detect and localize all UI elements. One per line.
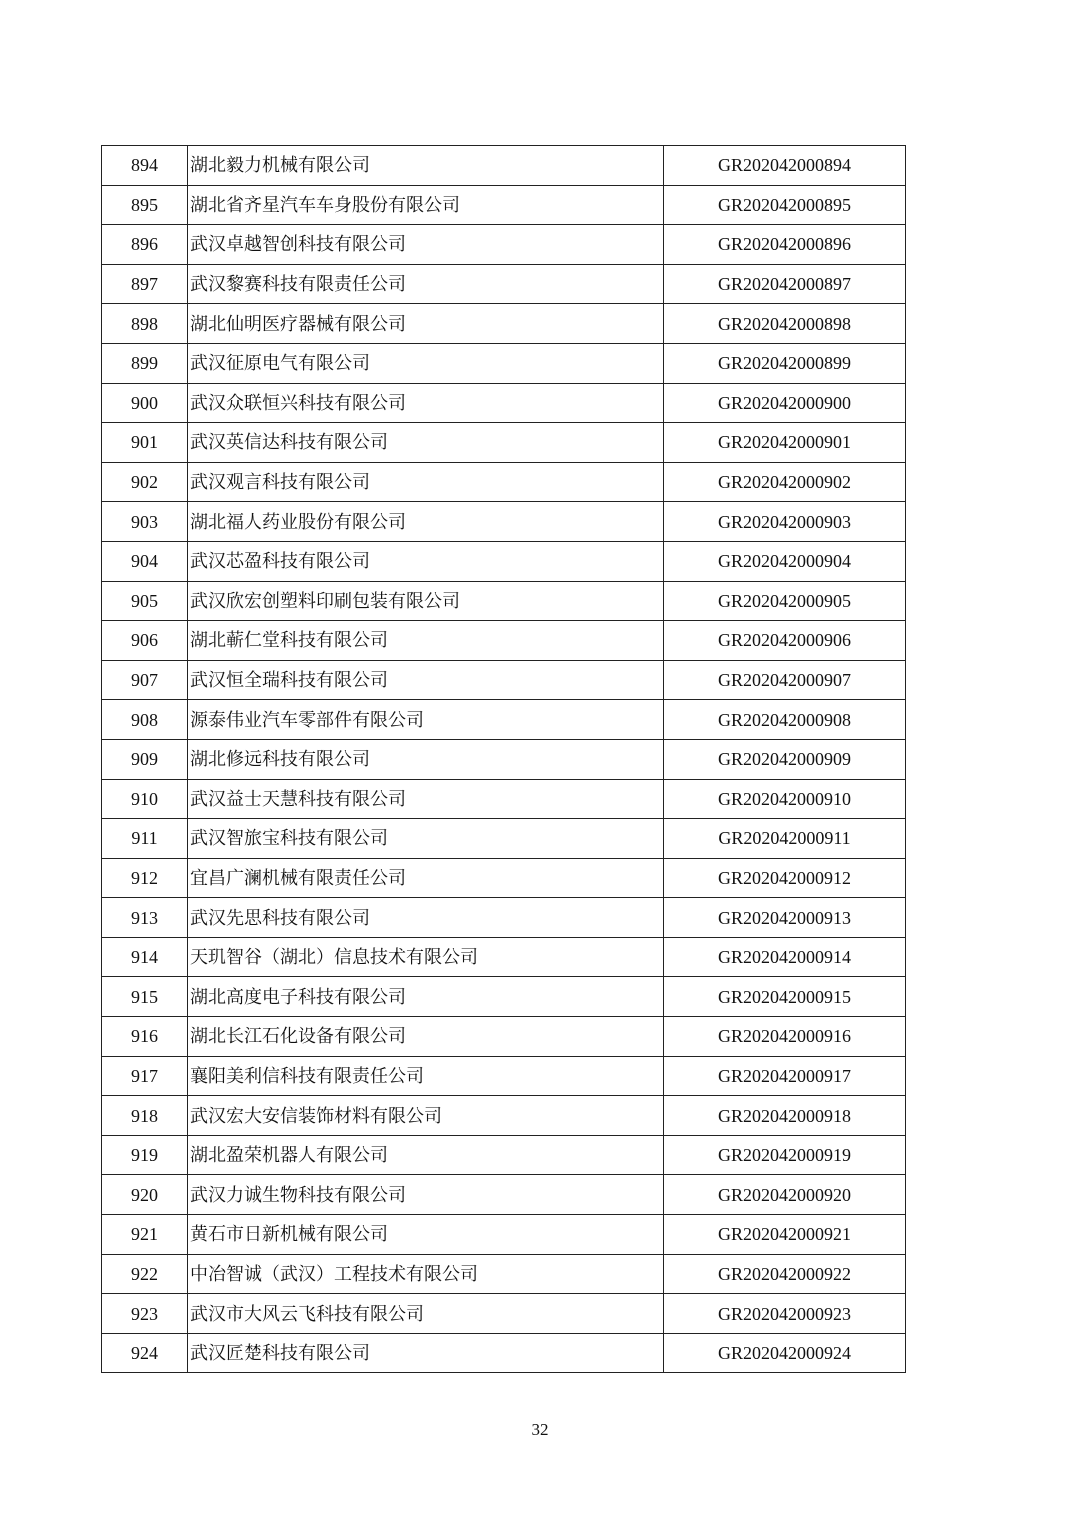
table-row	[102, 621, 906, 661]
row-number-cell: 913	[102, 898, 188, 938]
row-number-cell: 904	[102, 541, 188, 581]
row-number-cell: 894	[102, 146, 188, 186]
certificate-code-cell: GR202042000916	[664, 1017, 906, 1057]
row-number-cell: 901	[102, 423, 188, 463]
company-name-cell: 宜昌广澜机械有限责任公司	[188, 858, 664, 898]
certificate-code-cell: GR202042000908	[664, 700, 906, 740]
certificate-code-cell: GR202042000923	[664, 1294, 906, 1334]
certificate-code-cell: GR202042000907	[664, 660, 906, 700]
company-name-cell: 湖北蕲仁堂科技有限公司	[188, 621, 664, 661]
page-number: 32	[531, 1420, 549, 1439]
table-row	[102, 977, 906, 1017]
company-name-cell: 武汉观言科技有限公司	[188, 462, 664, 502]
certificate-code-cell: GR202042000918	[664, 1096, 906, 1136]
company-name-cell: 湖北毅力机械有限公司	[188, 146, 664, 186]
table-row	[102, 462, 906, 502]
company-name-cell: 武汉芯盈科技有限公司	[188, 541, 664, 581]
table-row	[102, 739, 906, 779]
certificate-code-cell: GR202042000909	[664, 739, 906, 779]
certificate-code-cell: GR202042000917	[664, 1056, 906, 1096]
company-name-cell: 武汉征原电气有限公司	[188, 343, 664, 383]
row-number-cell: 916	[102, 1017, 188, 1057]
table-row	[102, 343, 906, 383]
table-row	[102, 383, 906, 423]
certificate-code-cell: GR202042000924	[664, 1333, 906, 1373]
row-number-cell: 906	[102, 621, 188, 661]
company-name-cell: 湖北省齐星汽车车身股份有限公司	[188, 185, 664, 225]
company-name-cell: 黄石市日新机械有限公司	[188, 1215, 664, 1255]
company-name-cell: 武汉恒全瑞科技有限公司	[188, 660, 664, 700]
certificate-code-cell: GR202042000910	[664, 779, 906, 819]
certificate-code-cell: GR202042000898	[664, 304, 906, 344]
company-name-cell: 湖北高度电子科技有限公司	[188, 977, 664, 1017]
company-name-cell: 武汉众联恒兴科技有限公司	[188, 383, 664, 423]
table-row	[102, 779, 906, 819]
row-number-cell: 924	[102, 1333, 188, 1373]
table-row	[102, 1254, 906, 1294]
row-number-cell: 910	[102, 779, 188, 819]
certificate-code-cell: GR202042000900	[664, 383, 906, 423]
company-table-body	[102, 146, 906, 1373]
company-name-cell: 武汉益士天慧科技有限公司	[188, 779, 664, 819]
table-row	[102, 660, 906, 700]
row-number-cell: 920	[102, 1175, 188, 1215]
company-name-cell: 湖北修远科技有限公司	[188, 739, 664, 779]
company-name-cell: 天玑智谷（湖北）信息技术有限公司	[188, 937, 664, 977]
table-row	[102, 937, 906, 977]
table-row	[102, 1096, 906, 1136]
row-number-cell: 895	[102, 185, 188, 225]
certificate-code-cell: GR202042000911	[664, 819, 906, 859]
table-row	[102, 700, 906, 740]
company-name-cell: 武汉匠楚科技有限公司	[188, 1333, 664, 1373]
company-name-cell: 湖北仙明医疗器械有限公司	[188, 304, 664, 344]
row-number-cell: 919	[102, 1135, 188, 1175]
row-number-cell: 923	[102, 1294, 188, 1334]
row-number-cell: 922	[102, 1254, 188, 1294]
certificate-code-cell: GR202042000895	[664, 185, 906, 225]
table-row	[102, 1056, 906, 1096]
certificate-code-cell: GR202042000899	[664, 343, 906, 383]
table-row	[102, 264, 906, 304]
row-number-cell: 912	[102, 858, 188, 898]
company-name-cell: 源泰伟业汽车零部件有限公司	[188, 700, 664, 740]
company-name-cell: 湖北盈荣机器人有限公司	[188, 1135, 664, 1175]
company-name-cell: 武汉卓越智创科技有限公司	[188, 225, 664, 265]
certificate-code-cell: GR202042000919	[664, 1135, 906, 1175]
row-number-cell: 899	[102, 343, 188, 383]
table-row	[102, 858, 906, 898]
row-number-cell: 907	[102, 660, 188, 700]
table-row	[102, 1017, 906, 1057]
certificate-code-cell: GR202042000894	[664, 146, 906, 186]
table-row	[102, 185, 906, 225]
certificate-code-cell: GR202042000905	[664, 581, 906, 621]
table-row	[102, 423, 906, 463]
company-name-cell: 湖北长江石化设备有限公司	[188, 1017, 664, 1057]
row-number-cell: 902	[102, 462, 188, 502]
certificate-code-cell: GR202042000896	[664, 225, 906, 265]
row-number-cell: 921	[102, 1215, 188, 1255]
company-name-cell: 武汉黎赛科技有限责任公司	[188, 264, 664, 304]
company-name-cell: 武汉力诚生物科技有限公司	[188, 1175, 664, 1215]
table-row	[102, 146, 906, 186]
row-number-cell: 896	[102, 225, 188, 265]
table-row	[102, 1135, 906, 1175]
row-number-cell: 905	[102, 581, 188, 621]
certificate-code-cell: GR202042000920	[664, 1175, 906, 1215]
row-number-cell: 915	[102, 977, 188, 1017]
table-row	[102, 502, 906, 542]
row-number-cell: 918	[102, 1096, 188, 1136]
certificate-code-cell: GR202042000897	[664, 264, 906, 304]
table-row	[102, 1215, 906, 1255]
company-name-cell: 武汉先思科技有限公司	[188, 898, 664, 938]
company-name-cell: 中冶智诚（武汉）工程技术有限公司	[188, 1254, 664, 1294]
certificate-code-cell: GR202042000901	[664, 423, 906, 463]
row-number-cell: 914	[102, 937, 188, 977]
company-name-cell: 武汉英信达科技有限公司	[188, 423, 664, 463]
company-name-cell: 武汉欣宏创塑料印刷包装有限公司	[188, 581, 664, 621]
row-number-cell: 908	[102, 700, 188, 740]
certificate-code-cell: GR202042000921	[664, 1215, 906, 1255]
certificate-code-cell: GR202042000915	[664, 977, 906, 1017]
company-name-cell: 襄阳美利信科技有限责任公司	[188, 1056, 664, 1096]
certificate-code-cell: GR202042000913	[664, 898, 906, 938]
table-row	[102, 819, 906, 859]
row-number-cell: 900	[102, 383, 188, 423]
table-row	[102, 225, 906, 265]
table-row	[102, 1333, 906, 1373]
row-number-cell: 903	[102, 502, 188, 542]
table-row	[102, 541, 906, 581]
certificate-code-cell: GR202042000906	[664, 621, 906, 661]
certificate-code-cell: GR202042000922	[664, 1254, 906, 1294]
table-row	[102, 1294, 906, 1334]
company-name-cell: 武汉市大风云飞科技有限公司	[188, 1294, 664, 1334]
table-row	[102, 304, 906, 344]
table-row	[102, 1175, 906, 1215]
row-number-cell: 909	[102, 739, 188, 779]
certificate-code-cell: GR202042000903	[664, 502, 906, 542]
row-number-cell: 911	[102, 819, 188, 859]
row-number-cell: 917	[102, 1056, 188, 1096]
company-name-cell: 武汉宏大安信装饰材料有限公司	[188, 1096, 664, 1136]
table-row	[102, 898, 906, 938]
certificate-code-cell: GR202042000912	[664, 858, 906, 898]
company-name-cell: 湖北福人药业股份有限公司	[188, 502, 664, 542]
certificate-code-cell: GR202042000904	[664, 541, 906, 581]
company-table	[101, 145, 906, 1373]
table-row	[102, 581, 906, 621]
certificate-code-cell: GR202042000902	[664, 462, 906, 502]
row-number-cell: 898	[102, 304, 188, 344]
row-number-cell: 897	[102, 264, 188, 304]
certificate-code-cell: GR202042000914	[664, 937, 906, 977]
company-name-cell: 武汉智旅宝科技有限公司	[188, 819, 664, 859]
